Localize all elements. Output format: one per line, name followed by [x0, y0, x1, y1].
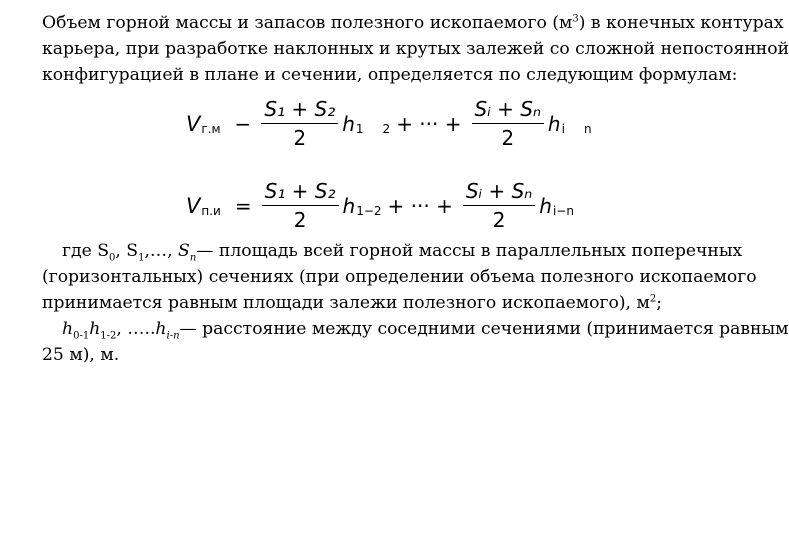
- def-s-line-1: [42, 238, 743, 264]
- formula1-frac1-denominator: 2: [293, 126, 307, 150]
- formula-mineral-volume: [186, 180, 574, 231]
- formula2-frac1-numerator: S₁ + S₂: [262, 180, 339, 206]
- formula1-plus-dots: + ··· +: [396, 111, 462, 136]
- def-h-mid: , …..: [116, 319, 156, 339]
- def-h12-var: h: [89, 319, 101, 339]
- formula1-h1-sub2: 2: [382, 121, 391, 136]
- formula2-fraction-2: [463, 180, 535, 231]
- formula1-h1-sub: 1: [355, 121, 364, 136]
- formula-rock-mass-volume: [186, 98, 592, 149]
- formula2-fraction-1: [262, 180, 339, 231]
- cubic-superscript: 3: [572, 13, 579, 25]
- def-h01-sub: 0-1: [73, 330, 90, 342]
- def-h-line-2: 25 м), м.: [42, 345, 120, 365]
- def-h-line-1: [42, 316, 789, 342]
- intro-line-1: [42, 10, 784, 36]
- definitions-paragraph: [42, 238, 789, 368]
- formula1-h2-sub2: n: [583, 121, 592, 136]
- formula1-h2-sub: i: [561, 121, 565, 136]
- def-s-comma: , S: [115, 241, 139, 261]
- formula2-equals: =: [234, 193, 252, 218]
- formula1-operator: −: [234, 111, 252, 136]
- def-s1-sub: 1: [138, 252, 145, 264]
- def-h01-var: h: [62, 319, 74, 339]
- def-s0-sub: 0: [109, 252, 116, 264]
- formula2-h2-sub: i−n: [552, 203, 574, 218]
- def-h-text: — расстояние между соседними сечениями (принимается равным: [179, 319, 789, 339]
- formula2-frac2-numerator: Sᵢ + Sₙ: [463, 180, 535, 206]
- def-s-text: — площадь всей горной массы в параллельных поперечных: [196, 241, 743, 261]
- formula1-fraction-1: [261, 98, 338, 149]
- formula1-h1: h: [342, 111, 355, 136]
- formula2-h1-sub: 1−2: [356, 203, 382, 218]
- formula1-frac2-numerator: Sᵢ + Sₙ: [472, 98, 544, 124]
- formula2-lhs-var: V: [186, 193, 201, 218]
- def-s-prefix: где S: [62, 241, 109, 261]
- intro-paragraph: [42, 10, 789, 88]
- formula1-frac1-numerator: S₁ + S₂: [261, 98, 338, 124]
- def-h12-sub: 1-2: [100, 330, 117, 342]
- def-sn-sub: n: [189, 252, 197, 264]
- square-superscript: 2: [649, 293, 657, 305]
- formula2-frac1-denominator: 2: [293, 208, 307, 232]
- def-hin-sub: i-n: [166, 330, 180, 342]
- intro-text-a: Объем горной массы и запасов полезного ископаемого (м: [42, 13, 573, 33]
- formula1-frac2-denominator: 2: [501, 126, 515, 150]
- formula2-frac2-denominator: 2: [492, 208, 506, 232]
- intro-line-3: конфигурацией в плане и сечении, определяется по следующим формулам:: [42, 65, 738, 85]
- def-hin-var: h: [155, 319, 167, 339]
- formula1-lhs-var: V: [186, 111, 201, 136]
- def-s-line-3: [42, 290, 682, 316]
- def-s-line3-text: принимается равным площади залежи полезного ископаемого), м: [42, 293, 650, 313]
- formula2-h2: h: [539, 193, 552, 218]
- formula1-lhs-sub: г.м: [201, 121, 221, 136]
- formula2-h1: h: [342, 193, 356, 218]
- def-s-line3-end: ;: [656, 293, 663, 313]
- formula2-plus-dots: + ··· +: [387, 193, 453, 218]
- intro-line-2: карьера, при разработке наклонных и крутых залежей со сложной непостоянной: [42, 39, 789, 59]
- formula1-fraction-2: [472, 98, 544, 149]
- formula1-h2: h: [547, 111, 561, 136]
- formula2-lhs-sub: п.и: [201, 203, 221, 218]
- intro-text-b: ) в конечных контурах: [578, 13, 784, 33]
- def-sn-var: S: [178, 241, 190, 261]
- def-s-dots: ,…,: [144, 241, 179, 261]
- def-s-line-2: (горизонтальных) сечениях (при определении объема полезного ископаемого: [42, 267, 757, 287]
